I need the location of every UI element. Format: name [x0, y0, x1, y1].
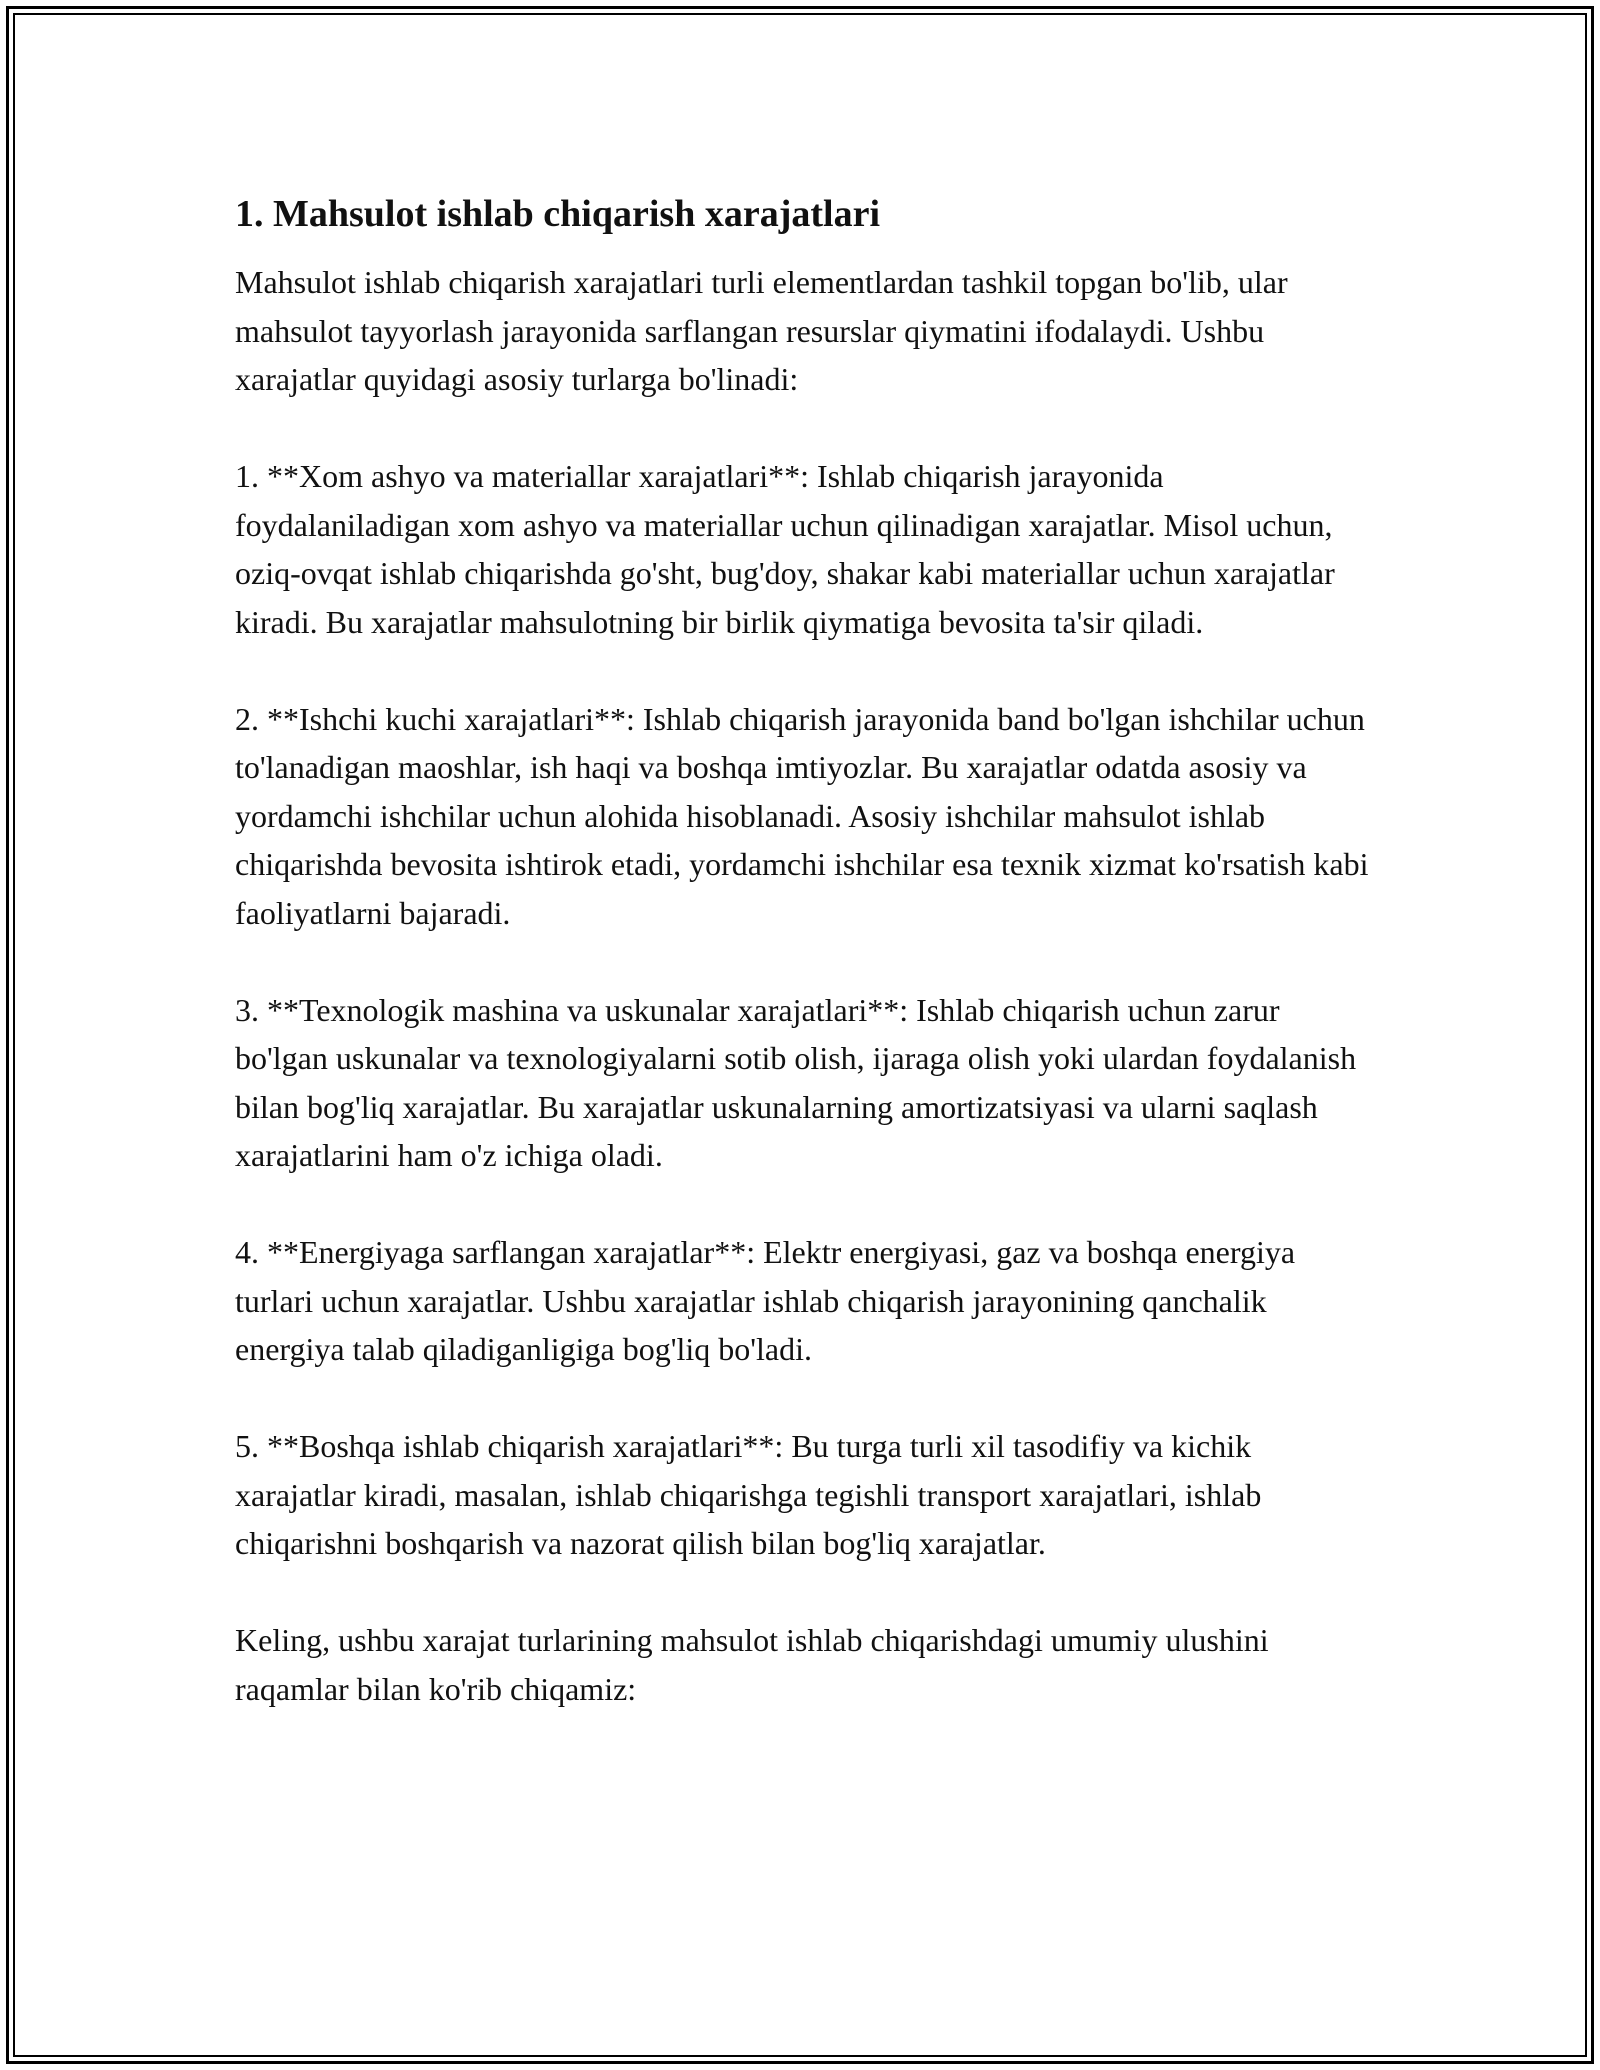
labor-costs-paragraph: 2. **Ishchi kuchi xarajatlari**: Ishlab chiqarish jarayonida band bo'lgan ishchilar uchun to'lanadigan maoshlar, ish haqi va boshqa imtiyozlar. Bu xarajatlar odatda asosiy va yordamchi ishchilar uchun alohida hisoblanadi. Asosiy ishchilar mahsulot ishlab chiqarishda bevosita ishtirok etadi, yordamchi ishchilar esa texnik xizmat ko'rsatish kabi faoliyatlarni bajaradi. [235, 700, 1369, 931]
document-title: 1. Mahsulot ishlab chiqarish xarajatlari [235, 193, 880, 235]
equipment-costs-paragraph: 3. **Texnologik mashina va uskunalar xarajatlari**: Ishlab chiqarish uchun zarur bo'lgan uskunalar va texnologiyalarni sotib olish, ijaraga olish yoki ulardan foydalanish bilan bog'liq xarajatlar. Bu xarajatlar uskunalarning amortizatsiyasi va ularni saqlash xarajatlarini ham o'z ichiga oladi. [235, 991, 1357, 1173]
energy-costs-paragraph: 4. **Energiyaga sarflangan xarajatlar**: Elektr energiyasi, gaz va boshqa energiya turlari uchun xarajatlar. Ushbu xarajatlar ishlab chiqarish jarayonining qanchalik energiya talab qiladiganligiga bog'liq bo'ladi. [235, 1234, 1296, 1367]
document-body [235, 188, 1375, 1713]
other-costs-paragraph: 5. **Boshqa ishlab chiqarish xarajatlari**: Bu turga turli xil tasodifiy va kichik xarajatlar kiradi, masalan, ishlab chiqarishga tegishli transport xarajatlari, ishlab chiqarishni boshqarish va nazorat qilish bilan bog'liq xarajatlar. [235, 1428, 1262, 1561]
conclusion-paragraph: Keling, ushbu xarajat turlarining mahsulot ishlab chiqarishdagi umumiy ulushini raqamlar bilan ko'rib chiqamiz: [235, 1622, 1269, 1707]
intro-paragraph: Mahsulot ishlab chiqarish xarajatlari turli elementlardan tashkil topgan bo'lib, ular mahsulot tayyorlash jarayonida sarflangan resurslar qiymatini ifodalaydi. Ushbu xarajatlar quyidagi asosiy turlarga bo'linadi: [235, 264, 1288, 397]
raw-materials-paragraph: 1. **Xom ashyo va materiallar xarajatlari**: Ishlab chiqarish jarayonida foydalaniladigan xom ashyo va materiallar uchun qilinadigan xarajatlar. Misol uchun, oziq-ovqat ishlab chiqarishda go'sht, bug'doy, shakar kabi materiallar uchun xarajatlar kiradi. Bu xarajatlar mahsulotning bir birlik qiymatiga bevosita ta'sir qiladi. [235, 458, 1335, 640]
